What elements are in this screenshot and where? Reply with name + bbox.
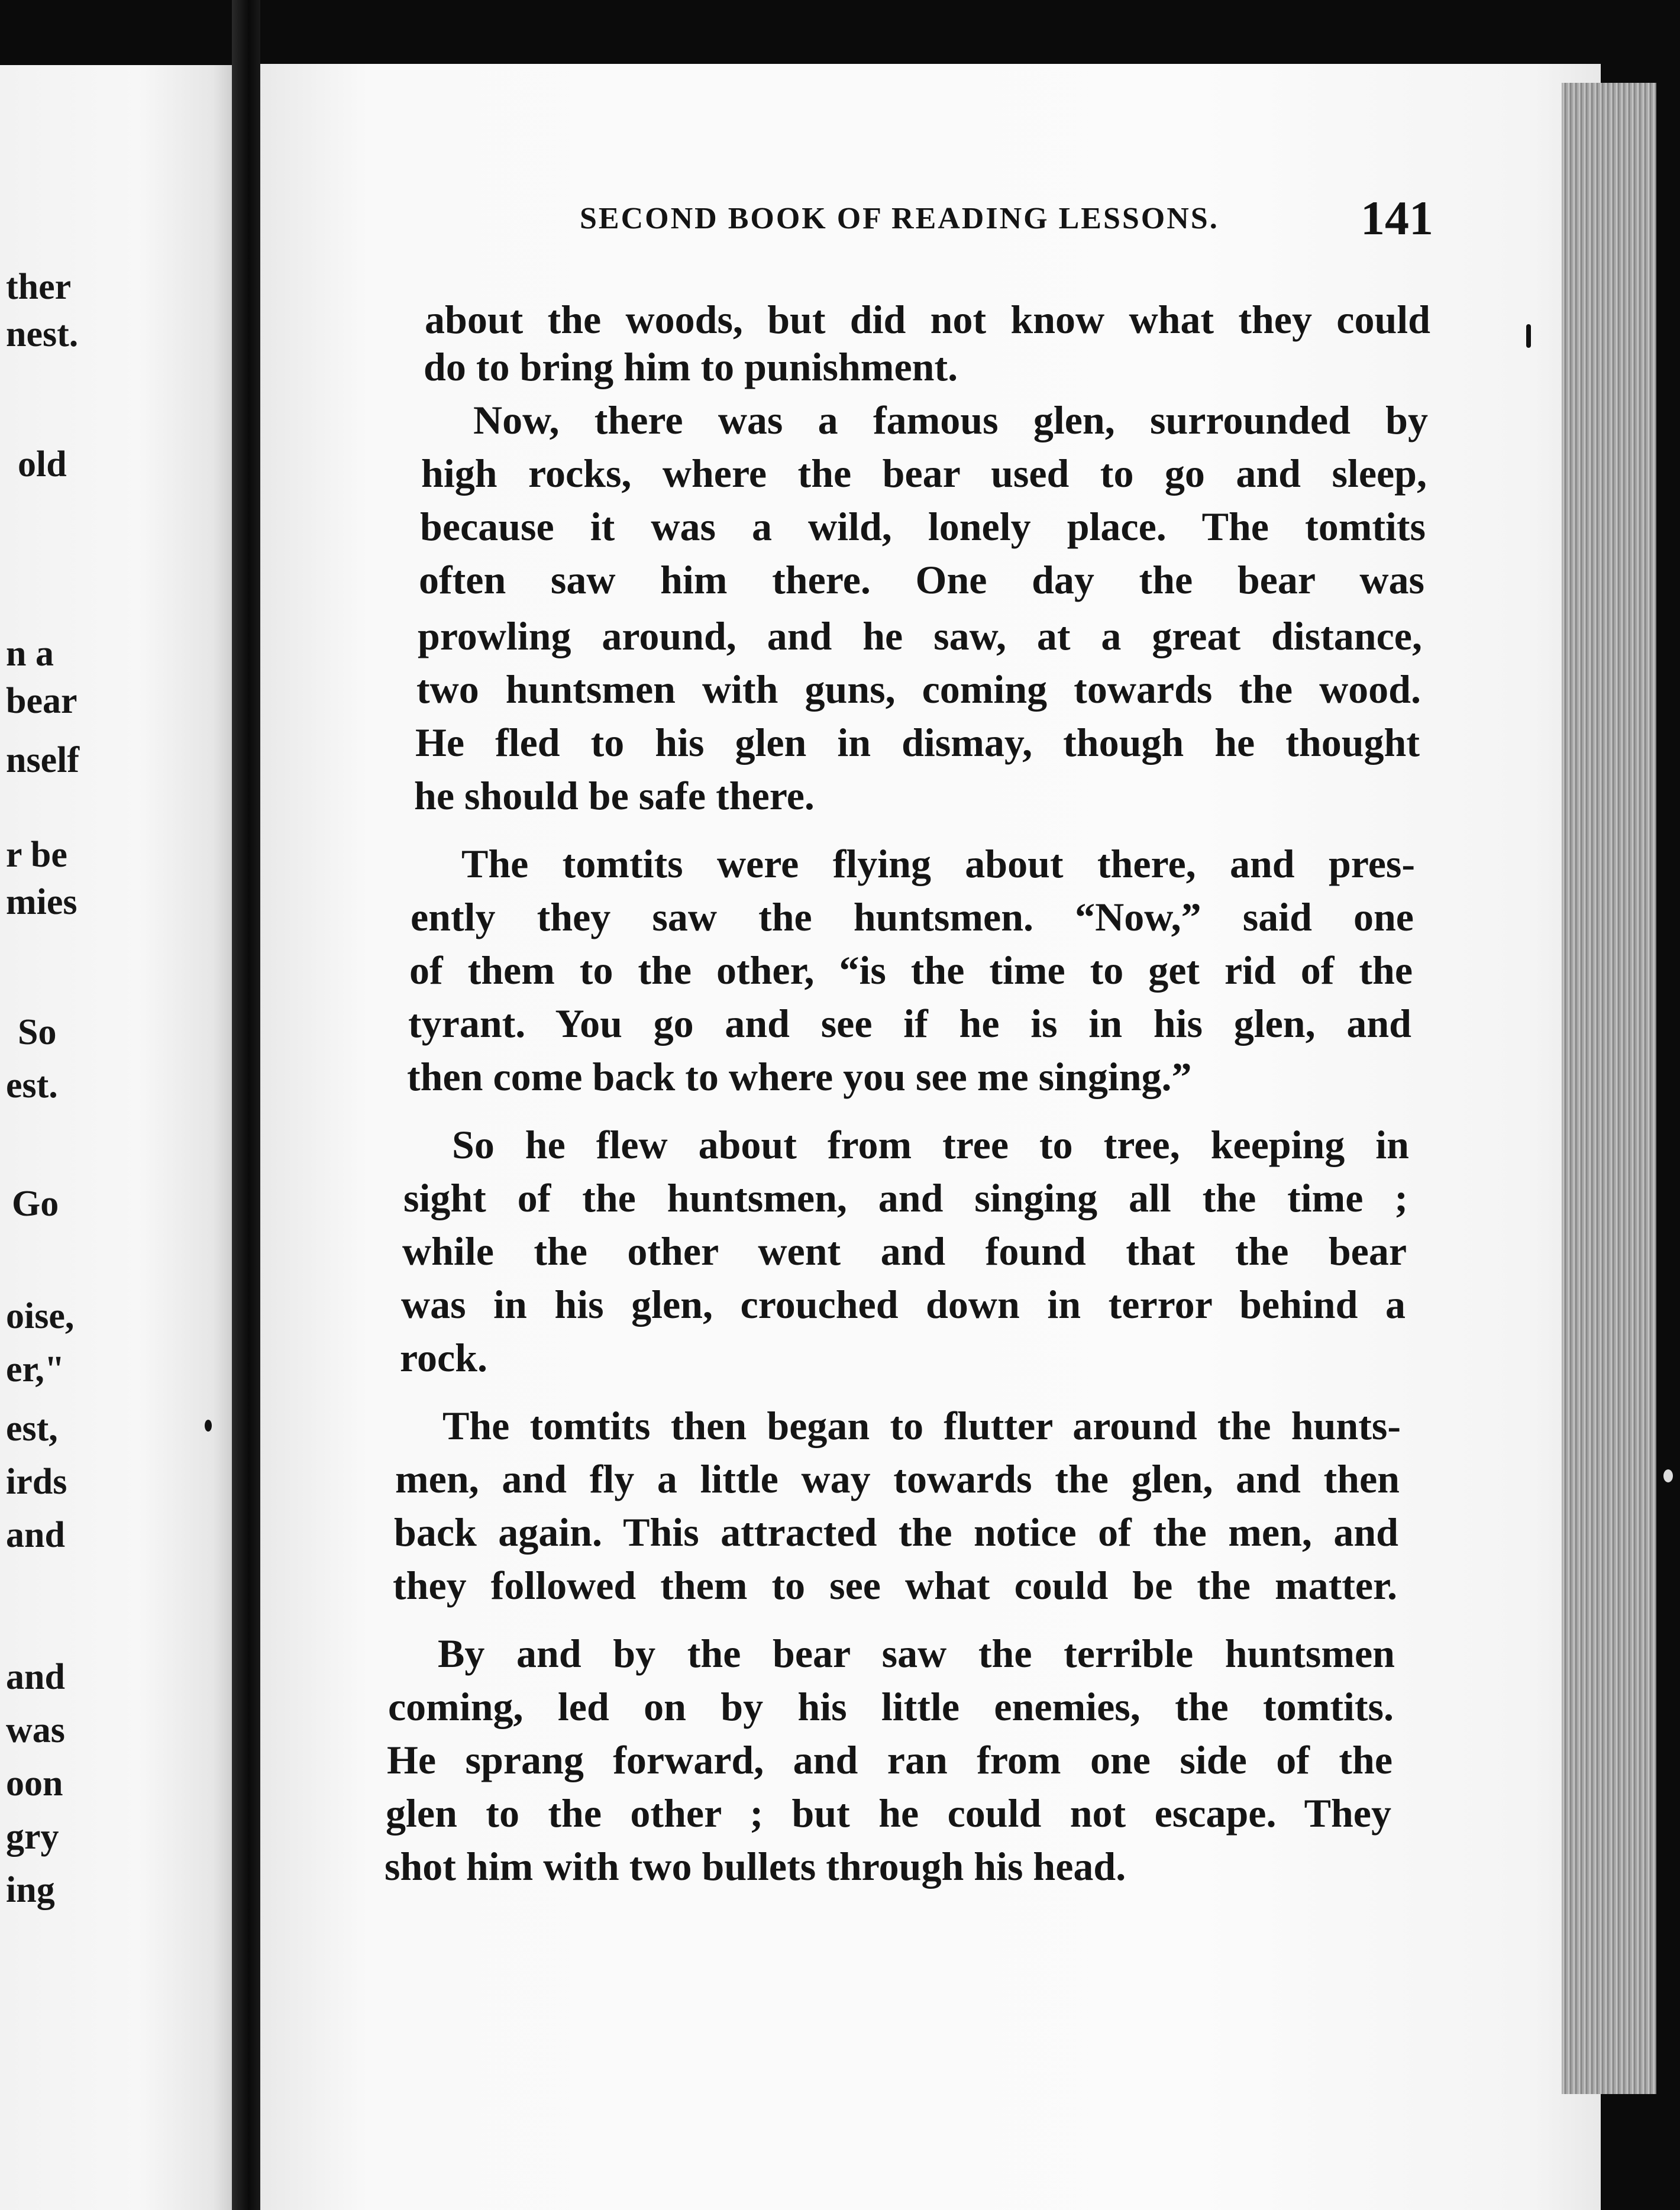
body-line: often saw him there. One day the bear was <box>419 557 1424 602</box>
body-line: The tomtits were flying about there, and pres- <box>461 841 1415 886</box>
body-line: prowling around, and he saw, at a great distance, <box>418 613 1422 658</box>
body-line: men, and fly a little way towards the glen, and then <box>395 1456 1400 1501</box>
body-line: rock. <box>400 1335 487 1380</box>
previous-page-line: irds <box>6 1462 67 1502</box>
body-line: while the other went and found that the bear <box>402 1229 1407 1274</box>
body-line: about the woods, but did not know what they could <box>425 297 1430 342</box>
previous-page-line: Go <box>12 1184 59 1224</box>
body-line: was in his glen, crouched down in terror behind a <box>401 1282 1406 1327</box>
previous-page-line: gry <box>6 1817 59 1857</box>
page-number: 141 <box>1361 191 1433 245</box>
body-line: He sprang forward, and ran from one side of the <box>387 1737 1393 1782</box>
previous-page-line: So <box>18 1012 57 1052</box>
previous-page-line: and <box>6 1657 65 1697</box>
scan-speck <box>1526 324 1531 348</box>
body-line: high rocks, where the bear used to go and sleep, <box>421 451 1427 496</box>
body-line: he should be safe there. <box>414 773 815 818</box>
previous-page-line: er," <box>6 1349 65 1390</box>
previous-page-line: est, <box>6 1408 58 1449</box>
previous-page-line: r be <box>6 835 67 875</box>
body-line: Now, there was a famous glen, surrounded by <box>473 398 1428 442</box>
body-line: of them to the other, “is the time to get rid of the <box>409 948 1413 993</box>
previous-page-line: est. <box>6 1065 58 1106</box>
previous-page <box>0 65 232 2210</box>
previous-page-line: nself <box>6 740 79 780</box>
previous-page-line: ther <box>6 267 72 307</box>
running-head: SECOND BOOK OF READING LESSONS. <box>580 202 1219 235</box>
previous-page-line: was <box>6 1710 65 1750</box>
body-line: two huntsmen with guns, coming towards the wood. <box>416 667 1421 712</box>
body-line: coming, led on by his little enemies, the tomtits. <box>388 1684 1394 1729</box>
previous-page-line: n a <box>6 634 54 674</box>
body-line: back again. This attracted the notice of the men, and <box>394 1510 1398 1555</box>
body-line: then come back to where you see me singing.” <box>407 1054 1192 1099</box>
previous-page-line: oon <box>6 1763 63 1804</box>
body-line: do to bring him to punishment. <box>424 344 958 389</box>
body-line: shot him with two bullets through his head. <box>385 1844 1126 1889</box>
body-line: By and by the bear saw the terrible huntsmen <box>438 1631 1395 1676</box>
previous-page-line: oise, <box>6 1296 75 1336</box>
book-gutter <box>232 0 260 2210</box>
body-line: He fled to his glen in dismay, though he thought <box>415 720 1420 765</box>
body-line: So he flew about from tree to tree, keeping in <box>452 1122 1409 1167</box>
page-block-edges <box>1562 83 1656 2094</box>
body-line: they followed them to see what could be the matter. <box>393 1563 1397 1608</box>
previous-page-line: bear <box>6 681 77 721</box>
previous-page-line: nest. <box>6 314 79 354</box>
body-line: glen to the other ; but he could not escape. They <box>386 1791 1391 1836</box>
body-line: because it was a wild, lonely place. The tomtits <box>420 504 1426 549</box>
body-line: tyrant. You go and see if he is in his glen, and <box>408 1001 1411 1046</box>
previous-page-line: ing <box>6 1870 55 1910</box>
body-line: sight of the huntsmen, and singing all the time ; <box>403 1175 1408 1220</box>
scan-speck <box>1663 1469 1673 1482</box>
body-line: The tomtits then began to flutter around the hunts- <box>442 1403 1401 1448</box>
scan-speck <box>205 1420 212 1432</box>
previous-page-line: mies <box>6 882 77 922</box>
previous-page-line: old <box>18 444 67 484</box>
previous-page-line: and <box>6 1515 65 1555</box>
body-line: ently they saw the huntsmen. “Now,” said one <box>411 894 1414 939</box>
